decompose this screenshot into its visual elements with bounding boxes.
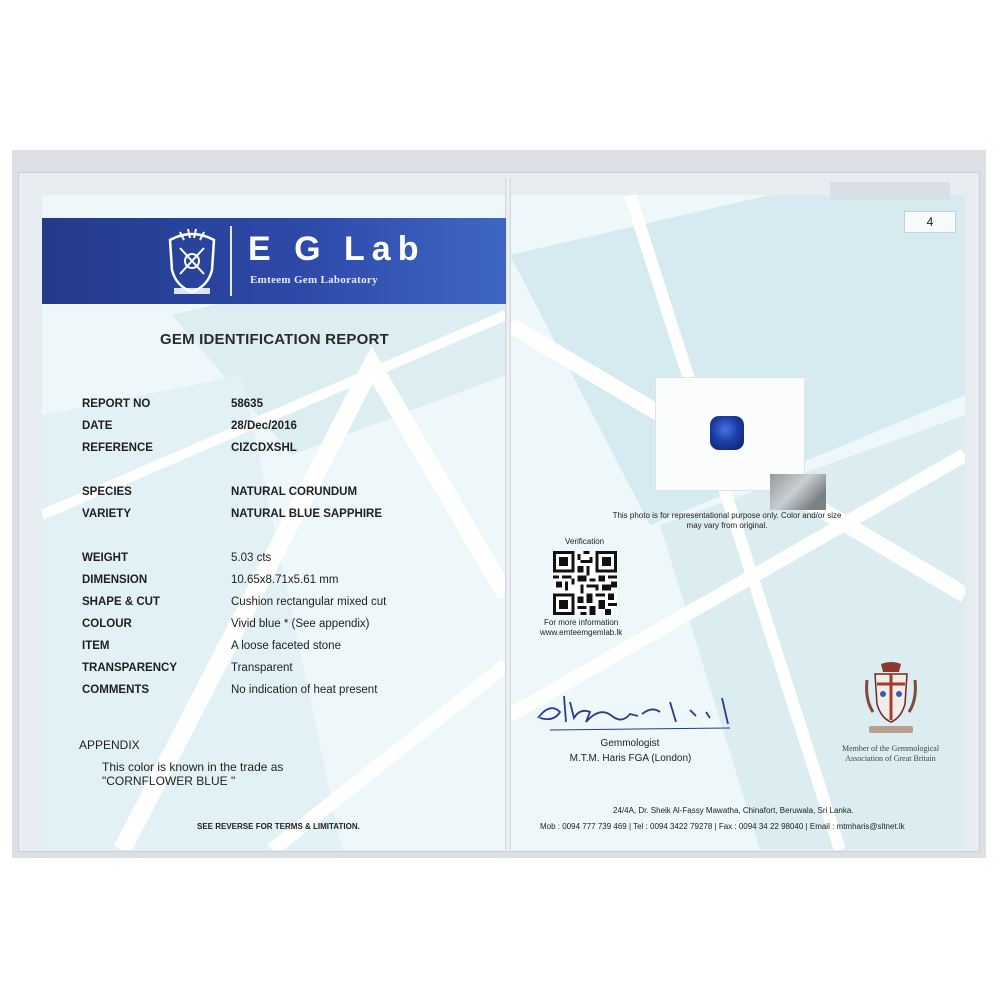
terms-note: SEE REVERSE FOR TERMS & LIMITATION. bbox=[197, 822, 360, 831]
sapphire-gem bbox=[710, 416, 744, 450]
verification-label: Verification bbox=[565, 537, 605, 546]
value-report-no: 58635 bbox=[231, 398, 263, 410]
value-weight: 5.03 cts bbox=[231, 552, 272, 564]
appendix-heading: APPENDIX bbox=[79, 738, 140, 752]
page-number: 4 bbox=[904, 211, 956, 233]
member-line-2: Association of Great Britain bbox=[845, 754, 936, 763]
photo-disclaimer: This photo is for representational purpose only. Color and/or size may vary from original. bbox=[612, 511, 842, 530]
value-reference: CIZCDXSHL bbox=[231, 442, 297, 454]
coat-of-arms-icon bbox=[863, 660, 919, 738]
value-dimension: 10.65x8.71x5.61 mm bbox=[231, 574, 339, 586]
lab-contact: Mob : 0094 777 739 469 | Tel : 0094 3422 79278 | Fax : 0094 34 22 98040 | Email : mtmharis@sltnet.lk bbox=[540, 822, 905, 831]
appendix-text: This color is known in the trade as "CORNFLOWER BLUE " bbox=[102, 760, 284, 788]
value-colour: Vivid blue * (See appendix) bbox=[231, 618, 370, 630]
value-shape-cut: Cushion rectangular mixed cut bbox=[231, 596, 387, 608]
label-comments: COMMENTS bbox=[82, 684, 150, 696]
label-shape-cut: SHAPE & CUT bbox=[82, 596, 160, 608]
label-dimension: DIMENSION bbox=[82, 574, 148, 586]
value-transparency: Transparent bbox=[231, 662, 293, 674]
label-variety: VARIETY bbox=[82, 508, 131, 520]
sleeve-tab bbox=[830, 182, 950, 200]
report-title: GEM IDENTIFICATION REPORT bbox=[160, 331, 389, 348]
value-item: A loose faceted stone bbox=[231, 640, 341, 652]
label-item: ITEM bbox=[82, 640, 110, 652]
qr-code-icon[interactable] bbox=[553, 551, 617, 615]
lab-address: 24/4A, Dr. Sheik Al-Fassy Mawatha, Chinafort, Beruwala, Sri Lanka. bbox=[613, 806, 854, 815]
lab-banner bbox=[42, 218, 506, 304]
member-line-1: Member of the Gemmological bbox=[841, 744, 940, 753]
lab-brand: E G Lab bbox=[248, 230, 426, 268]
label-date: DATE bbox=[82, 420, 113, 432]
label-reference: REFERENCE bbox=[82, 442, 153, 454]
value-comments: No indication of heat present bbox=[231, 684, 378, 696]
label-report-no: REPORT NO bbox=[82, 398, 151, 410]
banner-divider bbox=[230, 226, 232, 296]
value-date: 28/Dec/2016 bbox=[231, 420, 297, 432]
more-info-label: For more information bbox=[544, 618, 619, 627]
website-link[interactable]: www.emteemgemlab.lk bbox=[540, 628, 623, 637]
value-variety: NATURAL BLUE SAPPHIRE bbox=[231, 508, 382, 520]
signature bbox=[530, 688, 745, 736]
label-species: SPECIES bbox=[82, 486, 132, 498]
hologram-sticker bbox=[770, 474, 826, 510]
label-transparency: TRANSPARENCY bbox=[82, 662, 177, 674]
label-weight: WEIGHT bbox=[82, 552, 128, 564]
gemmologist-name: M.T.M. Haris FGA (London) bbox=[569, 753, 692, 764]
value-species: NATURAL CORUNDUM bbox=[231, 486, 358, 498]
lab-name: Emteem Gem Laboratory bbox=[250, 274, 378, 286]
gemmologist-title: Gemmologist bbox=[600, 738, 660, 749]
shield-crest-icon bbox=[160, 226, 224, 298]
label-colour: COLOUR bbox=[82, 618, 132, 630]
